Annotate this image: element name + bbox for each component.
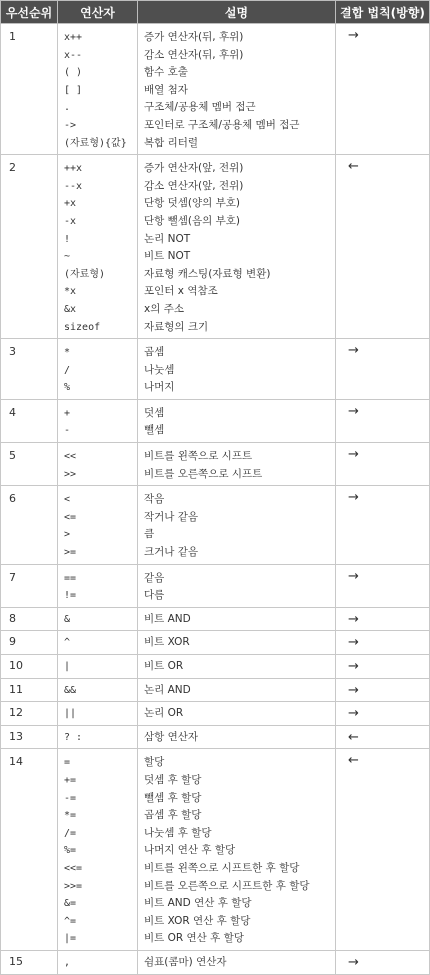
table-row — [1, 486, 430, 564]
description-cell — [138, 631, 336, 655]
associativity-arrow: → — [336, 564, 430, 607]
operator-description: 삼항 연산자 — [144, 730, 199, 743]
operator-description: 단항 덧셈(양의 부호) — [144, 197, 241, 210]
operator-description: 비트를 오른쪽으로 시프트한 후 할당 — [144, 879, 310, 892]
operator-symbol: -> — [64, 119, 77, 131]
operator-symbol: <<= — [64, 862, 83, 874]
operator-description: 논리 AND — [144, 683, 191, 696]
description-cell — [138, 678, 336, 702]
priority-cell: 4 — [1, 399, 58, 442]
associativity-arrow: ← — [336, 725, 430, 749]
associativity-arrow: → — [336, 443, 430, 486]
operator-description: 뺄셈 후 할당 — [144, 791, 202, 804]
operator-description: x의 주소 — [144, 302, 184, 315]
table-row — [1, 655, 430, 679]
operator-symbol: ~ — [64, 251, 71, 263]
description-cell — [138, 702, 336, 726]
header-description: 설명 — [138, 1, 336, 24]
operator-symbol: != — [64, 590, 77, 602]
operator-symbol: - — [64, 425, 71, 437]
operator-description: 증가 연산자(뒤, 후위) — [144, 31, 244, 43]
operators-cell — [58, 631, 138, 655]
operators-cell — [58, 443, 138, 486]
operator-symbol: / — [64, 364, 71, 376]
operator-symbol: = — [64, 757, 71, 769]
operator-description: 덧셈 후 할당 — [144, 773, 202, 786]
operator-description: 단항 뺄셈(음의 부호) — [144, 214, 241, 227]
operator-symbol: || — [64, 708, 77, 720]
table-row — [1, 702, 430, 726]
operator-description: 비트 XOR 연산 후 할당 — [144, 914, 251, 927]
operator-description: 비트 OR 연산 후 할당 — [144, 932, 244, 945]
table-row — [1, 443, 430, 486]
operator-symbol: --x — [64, 180, 83, 192]
operator-symbol: (자료형) — [64, 268, 106, 280]
operators-cell — [58, 564, 138, 607]
operators-cell — [58, 607, 138, 631]
operator-description: 작거나 같음 — [144, 510, 199, 523]
operators-cell — [58, 655, 138, 679]
operator-description: 자료형의 크기 — [144, 320, 209, 333]
operator-symbol: += — [64, 774, 77, 786]
description-cell — [138, 486, 336, 564]
operator-symbol: . — [64, 102, 71, 114]
operator-symbol: < — [64, 494, 71, 506]
description-cell — [138, 655, 336, 679]
operator-description: 비트 AND — [144, 612, 191, 625]
table-row — [1, 564, 430, 607]
operators-cell — [58, 749, 138, 951]
table-row — [1, 631, 430, 655]
header-associativity: 결합 법칙(방향) — [336, 1, 430, 24]
operator-symbol: [ ] — [64, 84, 83, 96]
operator-symbol: x-- — [64, 49, 83, 61]
operator-description: 비트 NOT — [144, 250, 191, 263]
header-priority: 우선순위 — [1, 1, 58, 24]
operator-symbol: && — [64, 684, 77, 696]
operator-symbol: <= — [64, 511, 77, 523]
operator-description: 쉼표(콤마) 연산자 — [144, 955, 227, 968]
operator-symbol: * — [64, 347, 71, 359]
priority-cell: 1 — [1, 24, 58, 155]
operator-description: 나눗셈 후 할당 — [144, 826, 212, 839]
operator-symbol: << — [64, 451, 77, 463]
operator-symbol: +x — [64, 198, 77, 210]
operators-cell — [58, 339, 138, 400]
table-row — [1, 155, 430, 339]
operator-symbol: &= — [64, 898, 77, 910]
associativity-arrow: → — [336, 399, 430, 442]
operator-description: 구조체/공용체 멤버 접근 — [144, 101, 256, 114]
operator-description: 비트를 왼쪽으로 시프트한 후 할당 — [144, 861, 300, 874]
associativity-arrow: ← — [336, 155, 430, 339]
associativity-arrow: → — [336, 486, 430, 564]
operator-symbol: % — [64, 382, 71, 394]
operator-symbol: > — [64, 529, 71, 541]
operator-description: 큼 — [144, 528, 155, 541]
operator-symbol: -= — [64, 792, 77, 804]
priority-cell: 11 — [1, 678, 58, 702]
description-cell — [138, 725, 336, 749]
operator-symbol: sizeof — [64, 321, 101, 333]
description-cell — [138, 399, 336, 442]
operator-description: 할당 — [144, 756, 165, 769]
operator-description: 포인터로 구조체/공용체 멤버 접근 — [144, 118, 300, 131]
operator-description: 자료형 캐스팅(자료형 변환) — [144, 267, 271, 280]
operator-description: 비트 OR — [144, 660, 184, 672]
operator-description: 배열 첨자 — [144, 83, 188, 96]
operator-description: 덧셈 — [144, 406, 165, 419]
priority-cell: 5 — [1, 443, 58, 486]
operator-symbol: >>= — [64, 880, 83, 892]
operator-description: 다름 — [144, 589, 165, 602]
operator-description: 크거나 같음 — [144, 546, 199, 559]
operator-symbol: /= — [64, 827, 77, 839]
operator-description: 논리 NOT — [144, 232, 191, 245]
table-row — [1, 339, 430, 400]
operator-description: 복합 리터럴 — [144, 136, 199, 149]
table-header-row — [1, 1, 430, 24]
operators-cell — [58, 950, 138, 974]
operator-description: 나머지 연산 후 할당 — [144, 844, 236, 857]
priority-cell: 7 — [1, 564, 58, 607]
associativity-arrow: → — [336, 950, 430, 974]
table-body — [1, 24, 430, 975]
priority-cell: 8 — [1, 607, 58, 631]
operator-symbol: ^= — [64, 915, 77, 927]
operator-symbol: + — [64, 407, 71, 419]
operator-symbol: %= — [64, 845, 77, 857]
operator-symbol: ++x — [64, 163, 83, 175]
priority-cell: 14 — [1, 749, 58, 951]
associativity-arrow: → — [336, 24, 430, 155]
description-cell — [138, 155, 336, 339]
operator-description: 곱셈 — [144, 346, 165, 359]
operator-symbol: ( ) — [64, 67, 83, 79]
associativity-arrow: → — [336, 702, 430, 726]
description-cell — [138, 607, 336, 631]
operator-symbol: == — [64, 572, 77, 584]
operators-cell — [58, 702, 138, 726]
operator-description: 나눗셈 — [144, 363, 175, 376]
associativity-arrow: ← — [336, 749, 430, 951]
operators-cell — [58, 155, 138, 339]
operator-symbol: , — [64, 956, 71, 968]
operator-description: 비트 XOR — [144, 636, 190, 649]
table-row — [1, 399, 430, 442]
operator-symbol: & — [64, 613, 71, 625]
description-cell — [138, 564, 336, 607]
operator-description: 작음 — [144, 493, 165, 506]
associativity-arrow: → — [336, 607, 430, 631]
operator-symbol: >= — [64, 547, 77, 559]
operator-description: 비트 AND 연산 후 할당 — [144, 897, 252, 910]
description-cell — [138, 749, 336, 951]
operator-symbol: ^ — [64, 637, 71, 649]
priority-cell: 9 — [1, 631, 58, 655]
associativity-arrow: → — [336, 655, 430, 679]
operators-cell — [58, 678, 138, 702]
operator-symbol: ! — [64, 233, 71, 245]
operator-description: 나머지 — [144, 381, 175, 394]
operators-cell — [58, 24, 138, 155]
operator-symbol: -x — [64, 215, 77, 227]
table-row — [1, 725, 430, 749]
description-cell — [138, 950, 336, 974]
operator-symbol: ? : — [64, 731, 83, 743]
operator-symbol: | — [64, 661, 71, 672]
operator-symbol: (자료형){값} — [64, 137, 127, 149]
operator-symbol: &x — [64, 303, 77, 315]
operator-description: 같음 — [144, 571, 165, 584]
priority-cell: 12 — [1, 702, 58, 726]
operator-description: 비트를 왼쪽으로 시프트 — [144, 450, 253, 463]
operator-description: 감소 연산자(뒤, 후위) — [144, 48, 244, 61]
operator-symbol: *x — [64, 286, 77, 298]
table-row — [1, 607, 430, 631]
table-row — [1, 24, 430, 155]
priority-cell: 2 — [1, 155, 58, 339]
operator-description: 논리 OR — [144, 707, 184, 720]
operator-description: 곱셈 후 할당 — [144, 809, 202, 822]
operator-description: 뺄셈 — [144, 424, 165, 437]
operator-description: 증가 연산자(앞, 전위) — [144, 162, 244, 175]
priority-cell: 10 — [1, 655, 58, 679]
table-row — [1, 749, 430, 951]
operator-description: 함수 호출 — [144, 66, 188, 79]
operators-cell — [58, 725, 138, 749]
priority-cell: 15 — [1, 950, 58, 974]
operators-cell — [58, 399, 138, 442]
operators-cell — [58, 486, 138, 564]
header-operator: 연산자 — [58, 1, 138, 24]
priority-cell: 3 — [1, 339, 58, 400]
priority-cell: 6 — [1, 486, 58, 564]
operator-symbol: >> — [64, 468, 77, 480]
operator-description: 포인터 x 역참조 — [144, 285, 218, 298]
priority-cell: 13 — [1, 725, 58, 749]
operator-description: 비트를 오른쪽으로 시프트 — [144, 467, 263, 480]
description-cell — [138, 339, 336, 400]
operator-symbol: |= — [64, 933, 77, 945]
associativity-arrow: → — [336, 631, 430, 655]
operator-symbol: *= — [64, 810, 77, 822]
description-cell — [138, 24, 336, 155]
table-row — [1, 950, 430, 974]
operator-symbol: x++ — [64, 32, 83, 43]
associativity-arrow: → — [336, 339, 430, 400]
operator-description: 감소 연산자(앞, 전위) — [144, 179, 244, 192]
associativity-arrow: → — [336, 678, 430, 702]
description-cell — [138, 443, 336, 486]
table-row — [1, 678, 430, 702]
